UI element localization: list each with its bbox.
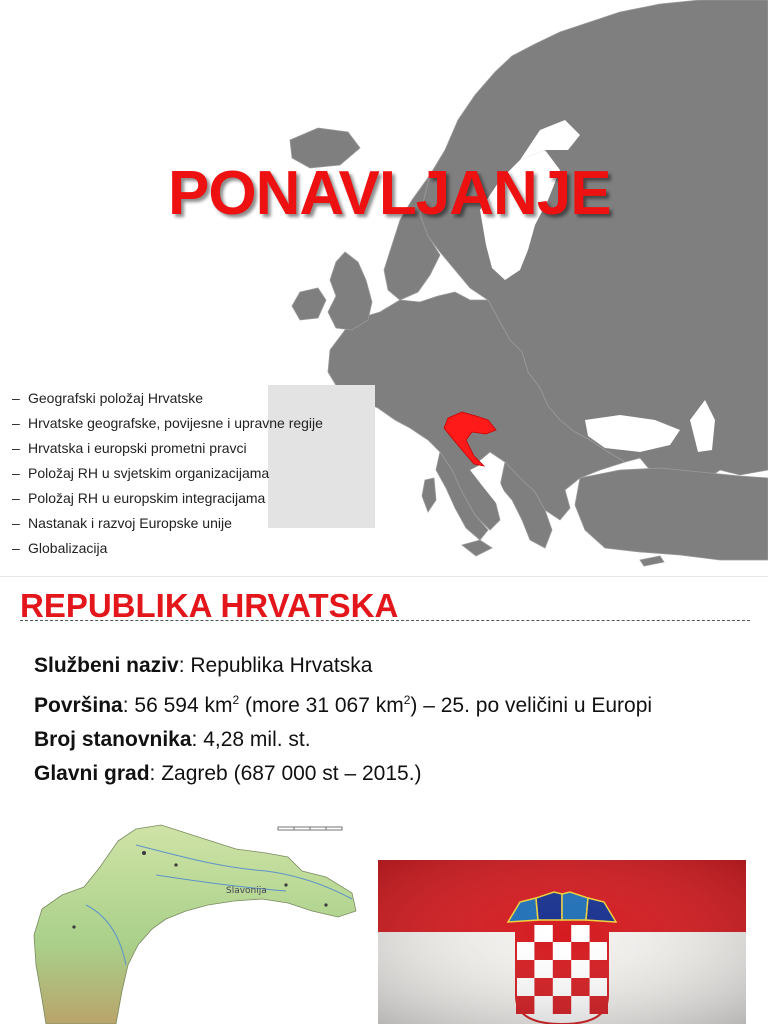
fact-official-name: Službeni naziv: Republika Hrvatska bbox=[34, 654, 373, 677]
fact-area: Površina: 56 594 $km^2$ (more 31 067 $km^2) - 25$. po veličini u Europi bbox=[34, 693, 653, 717]
page-title: PONAVLJANJE bbox=[168, 159, 611, 228]
list-item: – Hrvatska i europski prometni pravci bbox=[12, 440, 247, 456]
list-item: – Položaj RH u europskim integracijama bbox=[12, 490, 266, 506]
fact-capital: Glavni grad: Zagreb (687 000 st – 2015.) bbox=[34, 762, 422, 785]
facts-block bbox=[34, 649, 652, 791]
list-item: – Geografski položaj Hrvatske bbox=[12, 390, 204, 406]
list-item: – Hrvatske geografske, povijesne i upravne regije bbox=[12, 415, 323, 431]
fact-population: Broj stanovnika: 4,28 mil. st. bbox=[34, 728, 311, 751]
section-title: REPUBLIKA HRVATSKA bbox=[20, 587, 399, 624]
croatia-physical-map bbox=[26, 815, 366, 1024]
map-label-slavonija: Slavonija bbox=[226, 886, 267, 896]
title-underline bbox=[20, 620, 750, 621]
croatia-flag bbox=[378, 860, 746, 1024]
list-item: – Globalizacija bbox=[12, 540, 108, 556]
topic-list bbox=[12, 386, 323, 561]
list-item: – Nastanak i razvoj Europske unije bbox=[12, 515, 232, 531]
slide-republika-hrvatska bbox=[0, 577, 768, 1024]
list-item: – Položaj RH u svjetskim organizacijama bbox=[12, 465, 270, 481]
